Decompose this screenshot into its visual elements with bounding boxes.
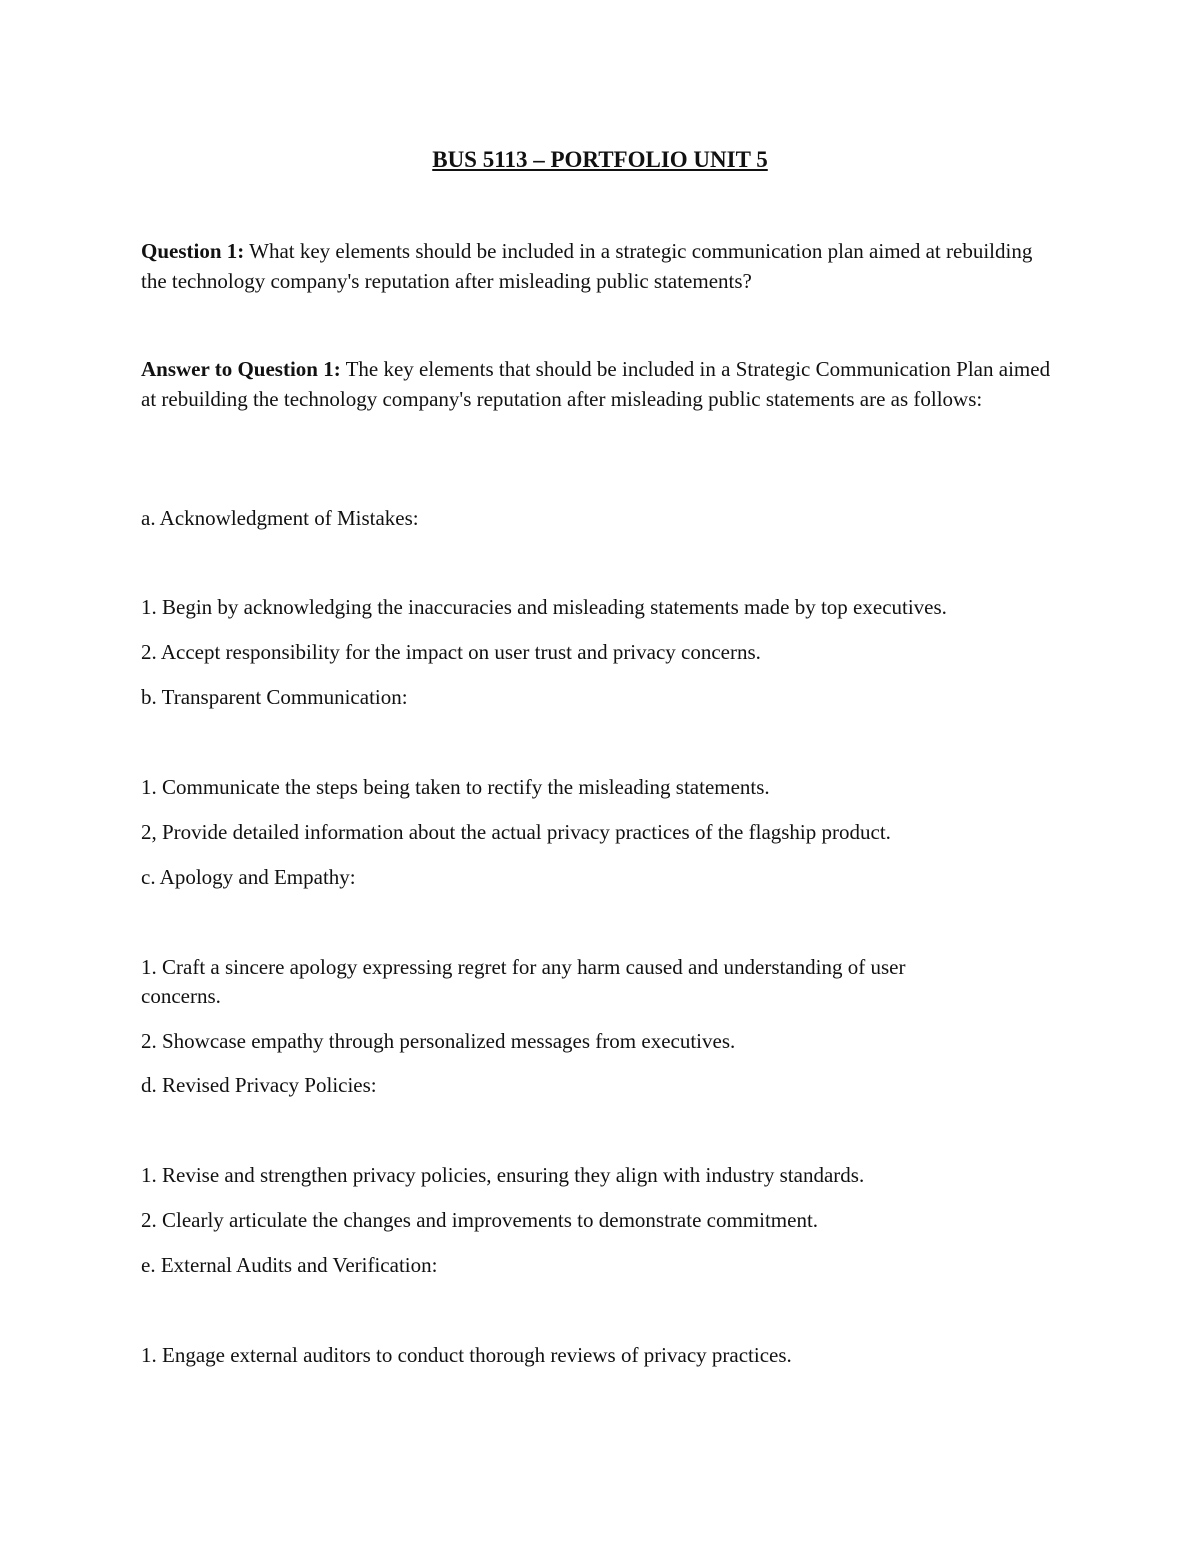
answer-paragraph — [141, 355, 1061, 414]
section-heading-e: e. External Audits and Verification: — [141, 1253, 438, 1277]
list-item: 1. Begin by acknowledging the inaccuracies and misleading statements made by top executives. — [141, 595, 947, 619]
section-heading-c: c. Apology and Empathy: — [141, 865, 356, 889]
section-heading-a: a. Acknowledgment of Mistakes: — [141, 506, 419, 530]
list-item: 1. Engage external auditors to conduct thorough reviews of privacy practices. — [141, 1343, 792, 1367]
list-item: 2, Provide detailed information about the actual privacy practices of the flagship product. — [141, 820, 891, 844]
question-label: Question 1: — [141, 239, 245, 263]
list-item: 1. Revise and strengthen privacy policies, ensuring they align with industry standards. — [141, 1163, 865, 1187]
list-item: 2. Showcase empathy through personalized messages from executives. — [141, 1029, 736, 1053]
section-heading-d: d. Revised Privacy Policies: — [141, 1073, 377, 1097]
answer-label: Answer to Question 1: — [141, 357, 341, 381]
section-heading-b: b. Transparent Communication: — [141, 685, 408, 709]
answer-text: The key elements that should be included in a Strategic Communication Plan aimed at rebuilding the technology company's reputation after misleading public statements are as follows: — [141, 357, 1051, 411]
list-item: 2. Accept responsibility for the impact on user trust and privacy concerns. — [141, 640, 761, 664]
list-item: 1. Craft a sincere apology expressing regret for any harm caused and understanding of user — [141, 955, 906, 979]
list-item: 1. Communicate the steps being taken to rectify the misleading statements. — [141, 775, 770, 799]
question-text: What key elements should be included in a strategic communication plan aimed at rebuilding the technology company's reputation after misleading public statements? — [141, 239, 1033, 293]
document-title: BUS 5113 – PORTFOLIO UNIT 5 — [432, 147, 768, 172]
question-paragraph — [141, 237, 1061, 296]
list-item: 2. Clearly articulate the changes and improvements to demonstrate commitment. — [141, 1208, 819, 1232]
list-item-continuation: concerns. — [141, 984, 221, 1008]
